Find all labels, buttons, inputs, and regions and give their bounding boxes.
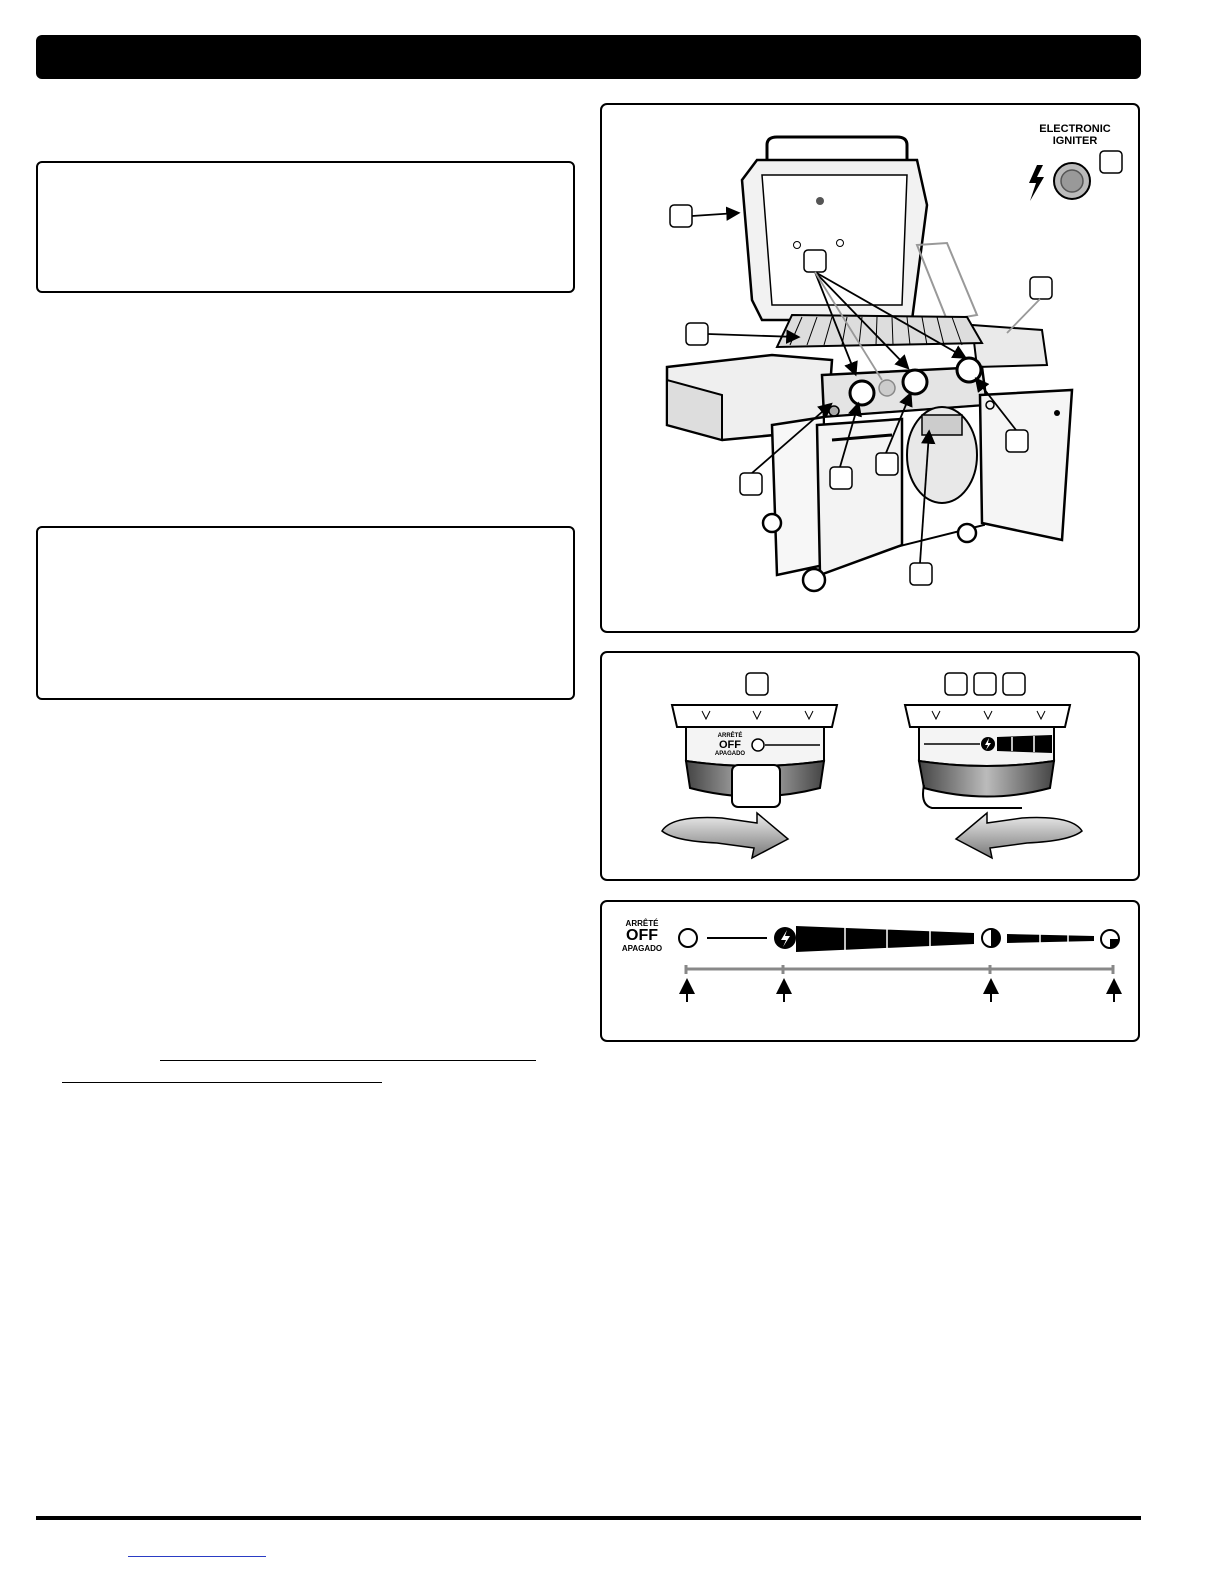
figure-grill-overview	[600, 103, 1140, 633]
section-header-bar	[36, 35, 1141, 79]
scale-off-main: OFF	[626, 927, 658, 944]
warning-box-2	[36, 526, 575, 700]
grill-illustration	[602, 105, 1140, 633]
lightning-bolt-icon	[1029, 165, 1044, 201]
igniter-label-line1: ELECTRONIC	[1039, 123, 1111, 135]
knob-off-top: ARRÊTÉ	[717, 733, 743, 739]
footer-link-underline[interactable]	[128, 1556, 266, 1557]
igniter-label	[1020, 123, 1130, 147]
underline-blank-2	[62, 1082, 382, 1083]
scale-off-bottom: APAGADO	[621, 944, 663, 953]
footer-rule	[36, 1516, 1141, 1520]
underline-blank-1	[160, 1060, 536, 1061]
knob-illustration	[602, 653, 1140, 881]
scale-off-label	[616, 919, 668, 953]
knob-off-main: OFF	[719, 739, 741, 751]
warning-box-1	[36, 161, 575, 293]
figure-heat-scale	[600, 900, 1140, 1042]
heat-scale-illustration	[602, 902, 1140, 1042]
knob-off-bottom: APAGADO	[714, 751, 746, 757]
igniter-label-line2: IGNITER	[1052, 135, 1098, 147]
empty-circle-icon	[679, 929, 697, 947]
scale-off-top: ARRÊTÉ	[625, 919, 659, 928]
knob-off-label	[714, 733, 746, 758]
figure-control-knobs	[600, 651, 1140, 881]
